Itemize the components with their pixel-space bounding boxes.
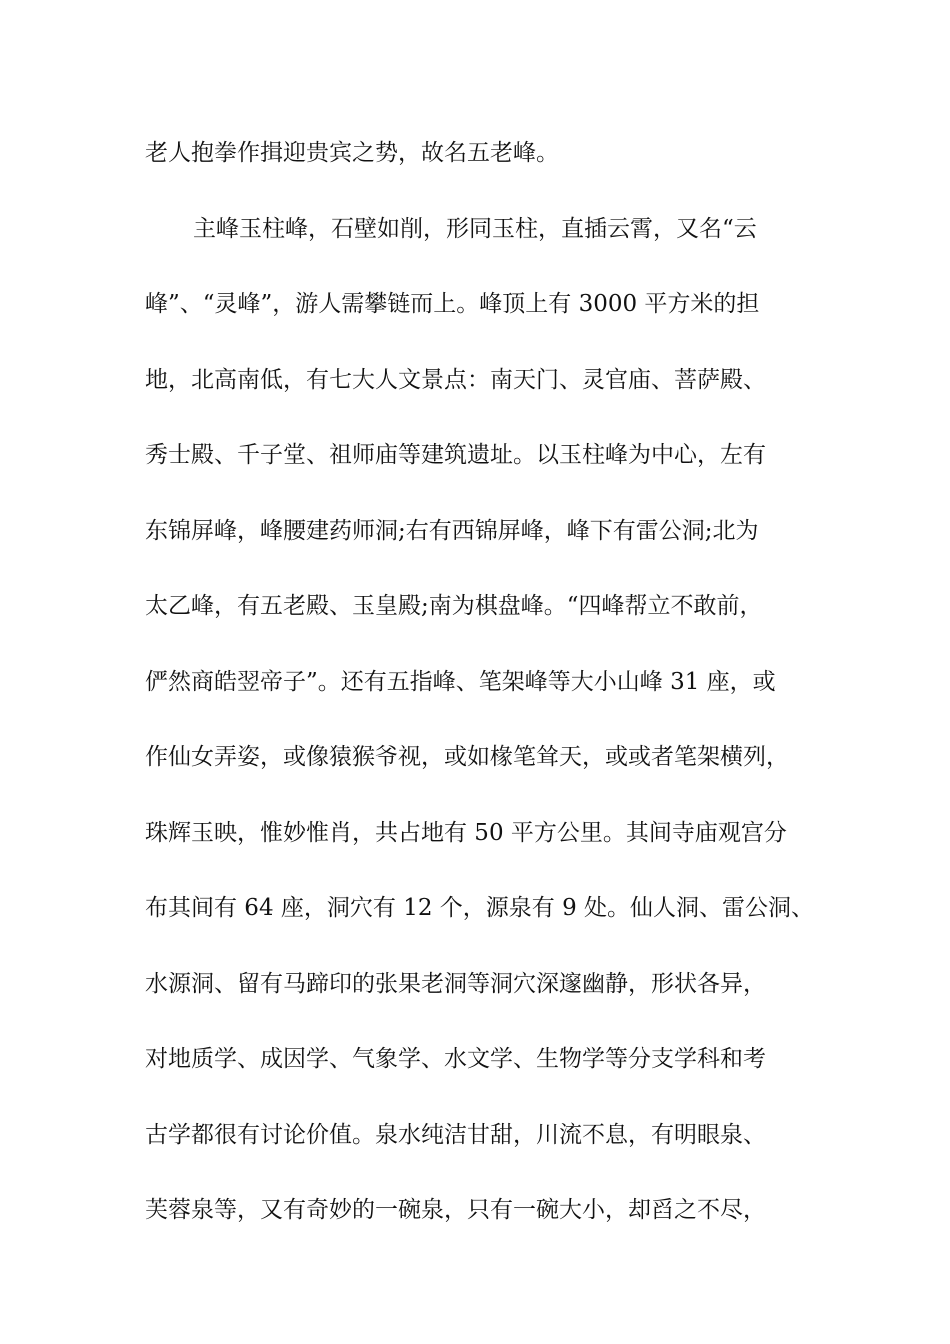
- paragraph-first-line: 主峰玉柱峰，石壁如削，形同玉柱，直插云霄，又名“云: [193, 215, 757, 242]
- text-line: 布其间有 64 座，洞穴有 12 个，源泉有 9 处。仙人洞、雷公洞、: [145, 895, 815, 921]
- text-line: 珠辉玉映，惟妙惟肖，共占地有 50 平方公里。其间寺庙观宫分: [145, 819, 787, 846]
- text-line: 俨然商皓翌帝子”。还有五指峰、笔架峰等大小山峰 31 座，或: [145, 668, 776, 695]
- text-line: 地，北高南低，有七大人文景点：南天门、灵官庙、菩萨殿、: [145, 366, 766, 393]
- text-line: 古学都很有讨论价值。泉水纯洁甘甜，川流不息，有明眼泉、: [145, 1121, 766, 1148]
- text-line: 芙蓉泉等，又有奇妙的一碗泉，只有一碗大小，却舀之不尽，: [145, 1197, 766, 1223]
- text-line: 作仙女弄姿，或像猿猴爷视，或如椽笔耸天，或或者笔架横列，: [145, 744, 789, 770]
- text-line: 老人抱拳作揖迎贵宾之势，故名五老峰。: [145, 140, 559, 166]
- text-line: 峰”、“灵峰”，游人需攀链而上。峰顶上有 3000 平方米的担: [145, 291, 760, 317]
- text-line: 对地质学、成因学、气象学、水文学、生物学等分支学科和考: [145, 1046, 766, 1072]
- text-line: 秀士殿、千子堂、祖师庙等建筑遗址。以玉柱峰为中心，左有: [145, 442, 766, 468]
- body-text: [145, 128, 825, 1261]
- text-line: 太乙峰，有五老殿、玉皇殿;南为棋盘峰。“四峰帮立不敢前，: [145, 593, 763, 619]
- text-line: 水源洞、留有马蹄印的张果老洞等洞穴深邃幽静，形状各异，: [145, 970, 766, 997]
- text-line: 东锦屏峰，峰腰建药师洞;右有西锦屏峰，峰下有雷公洞;北为: [145, 517, 759, 544]
